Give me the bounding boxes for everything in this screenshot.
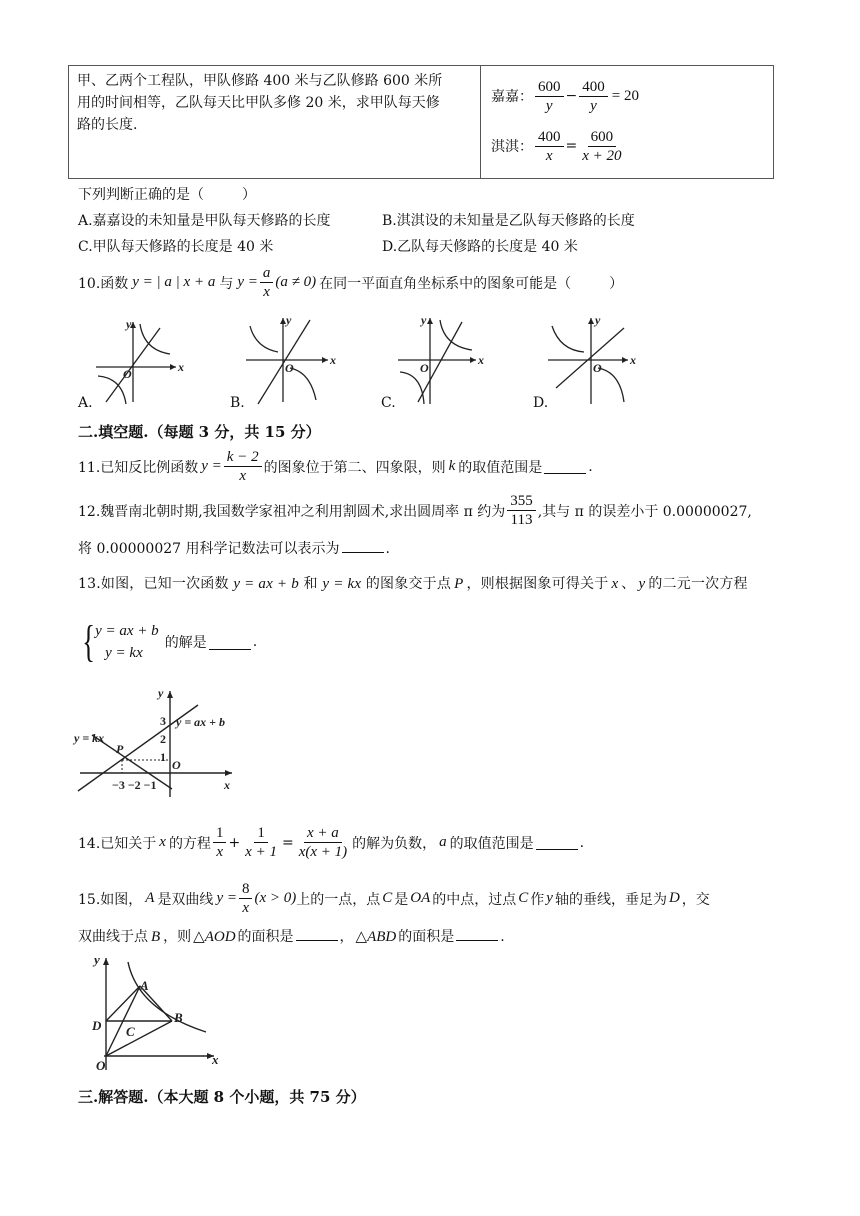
q14	[78, 824, 584, 861]
q14-text: 的方程	[168, 835, 211, 852]
variable-y: y	[638, 576, 646, 592]
q9-problem	[69, 66, 481, 179]
graph-axis-label: x	[178, 360, 184, 374]
q11-text: 的取值范围是	[458, 459, 543, 476]
triangle-aod: △AOD	[193, 929, 236, 945]
q15-text: 轴的垂线，垂足为	[554, 891, 667, 908]
q15-graph	[76, 952, 226, 1074]
origin-label: O	[172, 758, 181, 772]
q14-text: 的解为负数，	[352, 835, 437, 852]
denominator: x + 1	[245, 844, 277, 860]
q9-option-a: A.嘉嘉设的未知量是甲队每天修路的长度	[78, 213, 331, 229]
q12-text: 将 0.00000027 用科学记数法可以表示为	[78, 541, 340, 557]
arrow-icon	[427, 318, 433, 324]
point-a: A	[145, 890, 155, 906]
arrow-icon	[170, 364, 176, 370]
denominator: x	[242, 900, 250, 916]
graph-origin-label: O	[123, 367, 132, 381]
origin-label: O	[96, 1058, 106, 1073]
segment-oa: OA	[410, 890, 431, 906]
point-d-label: D	[92, 1018, 102, 1033]
graph-axis-label: x	[478, 353, 484, 367]
graph-option-label: C.	[381, 395, 396, 411]
variable-x: x	[159, 834, 166, 850]
paren-close: ）	[609, 275, 624, 292]
q10-function-2-lhs: y =	[237, 274, 258, 290]
q13-system	[78, 618, 257, 666]
numerator: 600	[535, 78, 564, 97]
graph-origin-label: O	[420, 361, 429, 375]
graph-axis-label: y	[595, 313, 601, 327]
x-axis-label: x	[212, 1052, 219, 1067]
q13-graph	[72, 685, 247, 800]
q13-text: 的二元一次方程	[648, 576, 748, 592]
system-equation: y = ax + b	[95, 623, 159, 639]
denominator: y	[545, 97, 553, 114]
arrow-icon	[470, 357, 476, 363]
point-p-label: P	[116, 742, 124, 756]
q13-function-2: y = kx	[322, 576, 362, 592]
denominator: x + 20	[582, 147, 622, 164]
arrow-icon	[588, 318, 594, 324]
section-heading: 三.解答题.（本大题 8 个小题，共 75 分）	[78, 1088, 366, 1106]
fraction	[239, 880, 253, 917]
label-kx: y = kx	[74, 731, 105, 745]
q13-stem	[78, 573, 748, 595]
q11-lhs: y =	[201, 458, 222, 474]
q15-text: 作	[530, 891, 545, 908]
variable-a: a	[439, 834, 447, 850]
denominator: x	[216, 844, 224, 860]
denominator: x	[545, 147, 553, 164]
q9-option-d: D.乙队每天修路的长度是 40 米	[382, 239, 578, 255]
q15-line1	[78, 880, 710, 917]
variable-x: x	[611, 576, 619, 592]
prompt-text: 下列判断正确的是（	[78, 187, 204, 203]
label-ax-b: y = ax + b	[176, 715, 226, 729]
numerator: 8	[239, 880, 253, 899]
triangle-abd: △ABD	[355, 929, 397, 945]
q10-graphs	[78, 310, 778, 412]
graph-option-label: A.	[78, 395, 93, 411]
q15-text: 上的一点，点	[296, 891, 381, 908]
system-equations	[95, 620, 159, 664]
paren-close: ）	[242, 187, 256, 203]
fraction	[242, 824, 280, 861]
hyperbola-branch	[400, 372, 424, 404]
graph-option-label: B.	[230, 395, 245, 411]
period: .	[500, 929, 505, 945]
period: .	[579, 834, 585, 851]
graph-origin-label: O	[593, 361, 602, 375]
numerator: 400	[579, 78, 608, 97]
equals-sign: =	[281, 834, 294, 851]
variable-k: k	[448, 458, 456, 474]
hyperbola-branch	[250, 326, 278, 352]
graph-d	[548, 318, 628, 404]
q12-text: 12.魏晋南北朝时期,我国数学家祖冲之利用割圆术,求出圆周率 π 约为	[78, 503, 506, 520]
q9-option-b: B.淇淇设的未知量是乙队每天修路的长度	[382, 213, 635, 229]
q14-text: 14.已知关于	[78, 835, 157, 852]
q9-problem-line: 用的时间相等，乙队每天比甲队多修 20 米，求甲队每天修	[77, 95, 440, 111]
q15-text: 15.如图，	[78, 891, 143, 908]
q15-text: 的面积是	[398, 929, 455, 945]
denominator: x	[239, 468, 247, 484]
fraction	[507, 492, 536, 529]
segment-ob	[106, 1021, 172, 1056]
graph-a	[96, 322, 176, 404]
arrow-icon	[322, 357, 328, 363]
q13-text: 13.如图，已知一次函数	[78, 576, 229, 592]
numerator: a	[260, 264, 274, 283]
minus-sign: −	[565, 88, 578, 104]
numerator: k − 2	[224, 448, 262, 467]
answer-blank[interactable]	[342, 538, 384, 553]
graph-c	[398, 318, 476, 404]
q14-text: 的取值范围是	[449, 835, 534, 852]
q13-text: 的图象交于点	[365, 576, 452, 592]
q11	[78, 448, 593, 485]
y-tick: 3	[160, 714, 166, 728]
arrow-icon	[103, 958, 109, 965]
q13-text: 、	[621, 576, 636, 592]
numerator: 600	[588, 128, 617, 147]
graph-origin-label: O	[285, 361, 294, 375]
point-c-label: C	[126, 1024, 135, 1039]
fraction	[213, 824, 227, 861]
answer-blank[interactable]	[544, 459, 586, 474]
graph-option-label: D.	[533, 395, 549, 411]
graph-axis-label: x	[330, 353, 336, 367]
q9-solutions	[481, 66, 774, 179]
variable-y: y	[546, 890, 553, 906]
q15-text: 的中点，过点	[432, 891, 517, 908]
q9-table	[68, 65, 774, 179]
x-ticks: −3 −2 −1	[112, 778, 157, 792]
numerator: 1	[213, 824, 227, 843]
equals-sign: =	[565, 138, 578, 154]
fraction	[260, 264, 274, 301]
jiajia-label: 嘉嘉：	[491, 89, 533, 105]
fraction	[224, 448, 262, 485]
q9-prompt	[78, 184, 256, 206]
q13-text: 的解是	[164, 635, 207, 651]
q9-problem-line: 路的长度.	[77, 117, 138, 133]
y-axis-label: y	[158, 686, 164, 700]
answer-blank[interactable]	[296, 926, 338, 941]
fraction	[579, 128, 624, 165]
hyperbola-branch	[440, 320, 472, 350]
system-equation: y = kx	[105, 645, 143, 661]
hyperbola-branch	[598, 368, 624, 402]
answer-blank[interactable]	[209, 635, 251, 650]
point-a-label: A	[140, 978, 149, 993]
section-heading: 二.填空题.（每题 3 分，共 15 分）	[78, 423, 321, 441]
point-b-label: B	[174, 1010, 183, 1025]
numerator: 1	[254, 824, 268, 843]
denominator: x(x + 1)	[298, 844, 348, 860]
plus-sign: +	[228, 834, 241, 851]
q15-text: 双曲线于点	[78, 929, 148, 945]
q9-problem-line: 甲、乙两个工程队，甲队修路 400 米与乙队修路 600 米所	[77, 73, 443, 89]
fraction	[535, 128, 564, 165]
graph-axis-label: x	[630, 353, 636, 367]
q13-function-1: y = ax + b	[233, 576, 299, 592]
numerator: 355	[507, 492, 536, 511]
q11-text: 11.已知反比例函数	[78, 459, 199, 476]
hyperbola-branch	[290, 368, 316, 400]
equation-rhs: = 20	[611, 87, 639, 104]
fraction	[296, 824, 350, 861]
q10-connector: 与	[219, 275, 234, 292]
y-tick: 2	[160, 732, 166, 746]
q13-text: ，则根据图象可得关于	[466, 576, 609, 592]
numerator: 400	[535, 128, 564, 147]
denominator: y	[590, 97, 597, 114]
q12	[78, 492, 752, 529]
x-axis-label: x	[224, 778, 230, 792]
q15-text: 的面积是	[237, 929, 294, 945]
arrow-icon	[622, 357, 628, 363]
period: .	[588, 458, 593, 475]
period: .	[385, 541, 390, 557]
segment-ad	[106, 986, 140, 1021]
q15-text: ，则	[163, 929, 192, 945]
point-c: C	[382, 890, 393, 906]
y-tick: 1	[160, 750, 166, 764]
q9-option-c: C.甲队每天修路的长度是 40 米	[78, 239, 274, 255]
qiqi-label: 淇淇：	[491, 139, 533, 155]
q10-function-1: y = | a | x + a	[132, 274, 216, 290]
numerator: x + a	[304, 824, 342, 843]
fraction	[579, 78, 608, 115]
q10-question: 在同一平面直角坐标系中的图象可能是（	[319, 275, 572, 292]
answer-blank[interactable]	[536, 835, 578, 850]
q15-line2	[78, 926, 505, 948]
graph-axis-label: y	[286, 313, 292, 327]
q10-number: 10.函数	[78, 275, 129, 292]
line-graph	[258, 320, 310, 404]
brace-icon: {	[82, 617, 95, 666]
q10-condition: (a ≠ 0)	[275, 274, 317, 290]
q11-text: 的图象位于第二、四象限，则	[263, 459, 446, 476]
q15-lhs: y =	[216, 890, 237, 906]
fraction	[535, 78, 564, 115]
point-d: D	[668, 890, 680, 906]
q12-text: ,其与 π 的误差小于 0.00000027,	[537, 503, 752, 520]
denominator: 113	[510, 512, 533, 528]
q12-line2	[78, 538, 390, 560]
q15-text: ，交	[681, 891, 710, 908]
q15-text: 是双曲线	[157, 891, 214, 908]
arrow-icon	[167, 691, 173, 698]
q15-text: ，	[339, 929, 354, 945]
qiqi-equation	[491, 120, 763, 172]
graph-axis-label: y	[421, 313, 427, 327]
q15-condition: (x > 0)	[254, 890, 297, 906]
arrow-icon	[225, 770, 232, 776]
q15-text: 是	[394, 891, 409, 908]
y-axis-label: y	[94, 952, 100, 967]
point-b: B	[151, 929, 161, 945]
graph-axis-label: y	[126, 317, 132, 331]
jiajia-equation	[491, 72, 763, 120]
point-p: P	[454, 576, 464, 592]
line-graph	[556, 328, 624, 388]
period: .	[252, 634, 258, 650]
answer-blank[interactable]	[456, 926, 498, 941]
q13-text: 和	[303, 576, 318, 592]
denominator: x	[263, 284, 270, 300]
q10-stem	[78, 264, 623, 301]
point-c: C	[518, 890, 529, 906]
hyperbola-branch	[552, 326, 584, 352]
